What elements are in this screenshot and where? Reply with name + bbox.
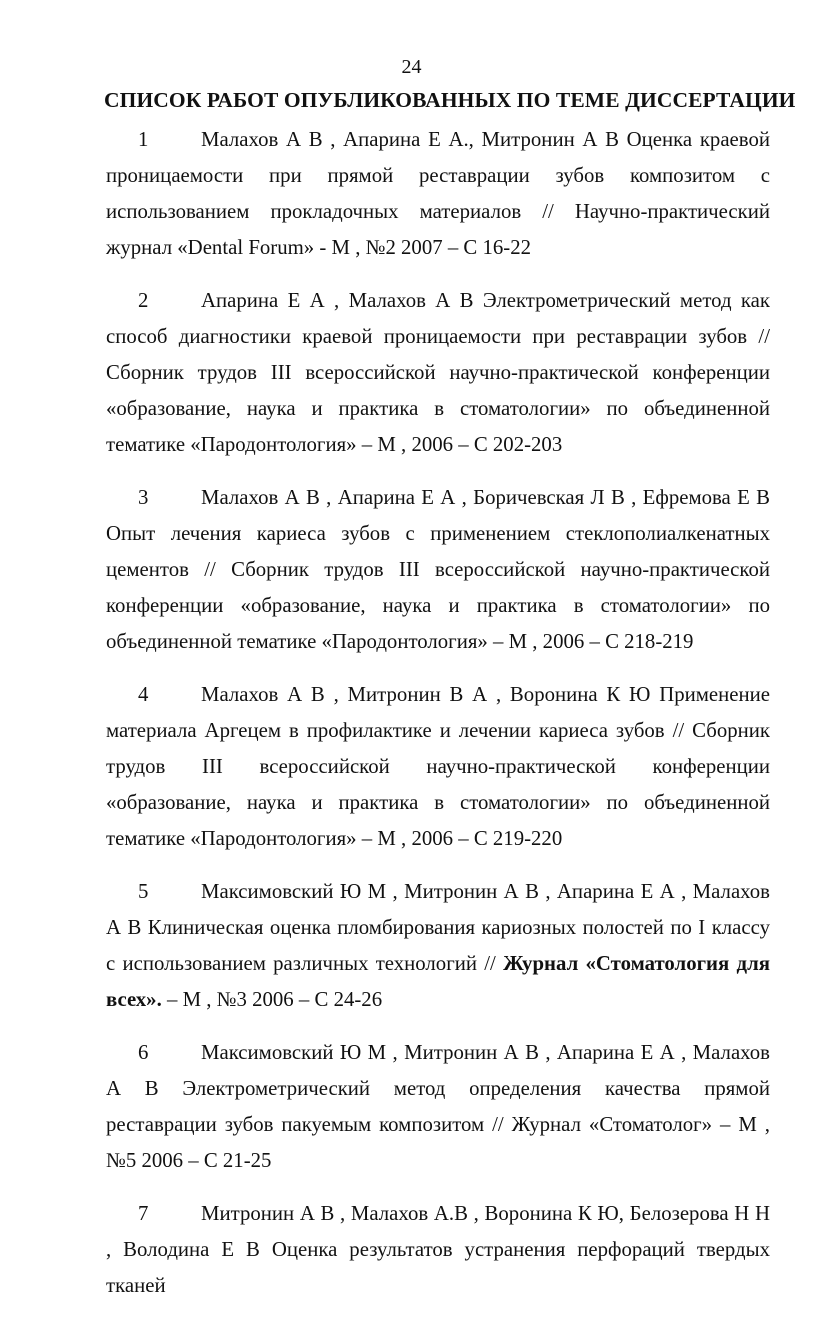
reference-item-2 — [106, 283, 770, 463]
reference-item-5 — [106, 874, 770, 1018]
reference-text: Апарина Е А , Малахов А В Электрометрический метод как способ диагностики краевой проницаемости при реставрации зубов // Сборник трудов III всероссийской научно-практической конференции «образование, наука и практика в стоматологии» по объединенной тематике «Пародонтология» – М , 2006 – С 202-203 — [106, 289, 770, 456]
reference-number: 5 — [138, 880, 149, 903]
reference-text: Максимовский Ю М , Митронин А В , Апарина Е А , Малахов А В Электрометрический метод определения качества прямой реставрации зубов пакуемым композитом // Журнал «Стоматолог» – М , №5 2006 – С 21-25 — [106, 1041, 770, 1172]
journal-title-bold: Журнал «Стоматология для всех». — [106, 952, 770, 1011]
reference-item-3 — [106, 480, 770, 660]
reference-text: Малахов А В , Митронин В А , Воронина К Ю Применение материала Аргецем в профилактике и лечении кариеса зубов // Сборник трудов III всероссийской научно-практической конференции «образование, наука и практика в стоматологии» по объединенной тематике «Пародонтология» – М , 2006 – С 219-220 — [106, 683, 770, 850]
reference-item-7 — [106, 1196, 770, 1304]
reference-text: Митронин А В , Малахов А.В , Воронина К Ю, Белозерова Н Н , Володина Е В Оценка результатов устранения перфораций твердых тканей — [106, 1202, 770, 1297]
section-heading: СПИСОК РАБОТ ОПУБЛИКОВАННЫХ ПО ТЕМЕ ДИССЕРТАЦИИ — [104, 88, 796, 112]
reference-item-6 — [106, 1035, 770, 1179]
reference-item-1 — [106, 122, 770, 266]
reference-number: 1 — [138, 128, 149, 151]
reference-number: 4 — [138, 683, 149, 706]
reference-text-tail: – М , №3 2006 – С 24-26 — [161, 988, 383, 1011]
page-number: 24 — [401, 56, 422, 78]
reference-number: 6 — [138, 1041, 149, 1064]
reference-number: 2 — [138, 289, 149, 312]
reference-item-4 — [106, 677, 770, 857]
reference-text: Малахов А В , Апарина Е А , Боричевская Л В , Ефремова Е В Опыт лечения кариеса зубов с применением стеклополиалкенатных цементов // Сборник трудов III всероссийской научно-практической конференции «образование, наука и практика в стоматологии» по объединенной тематике «Пародонтология» – М , 2006 – С 218-219 — [106, 486, 770, 653]
reference-number: 3 — [138, 486, 149, 509]
reference-list — [106, 122, 770, 1321]
reference-text: Малахов А В , Апарина Е А., Митронин А В Оценка краевой проницаемости при прямой реставрации зубов композитом с использованием прокладочных материалов // Научно-практический журнал «Dental Forum» - М , №2 2007 – С 16-22 — [106, 128, 770, 259]
reference-number: 7 — [138, 1202, 149, 1225]
reference-text: Максимовский Ю М , Митронин А В , Апарина Е А , Малахов А В Клиническая оценка пломбирования кариозных полостей по I классу с использованием различных технологий // — [106, 880, 770, 975]
